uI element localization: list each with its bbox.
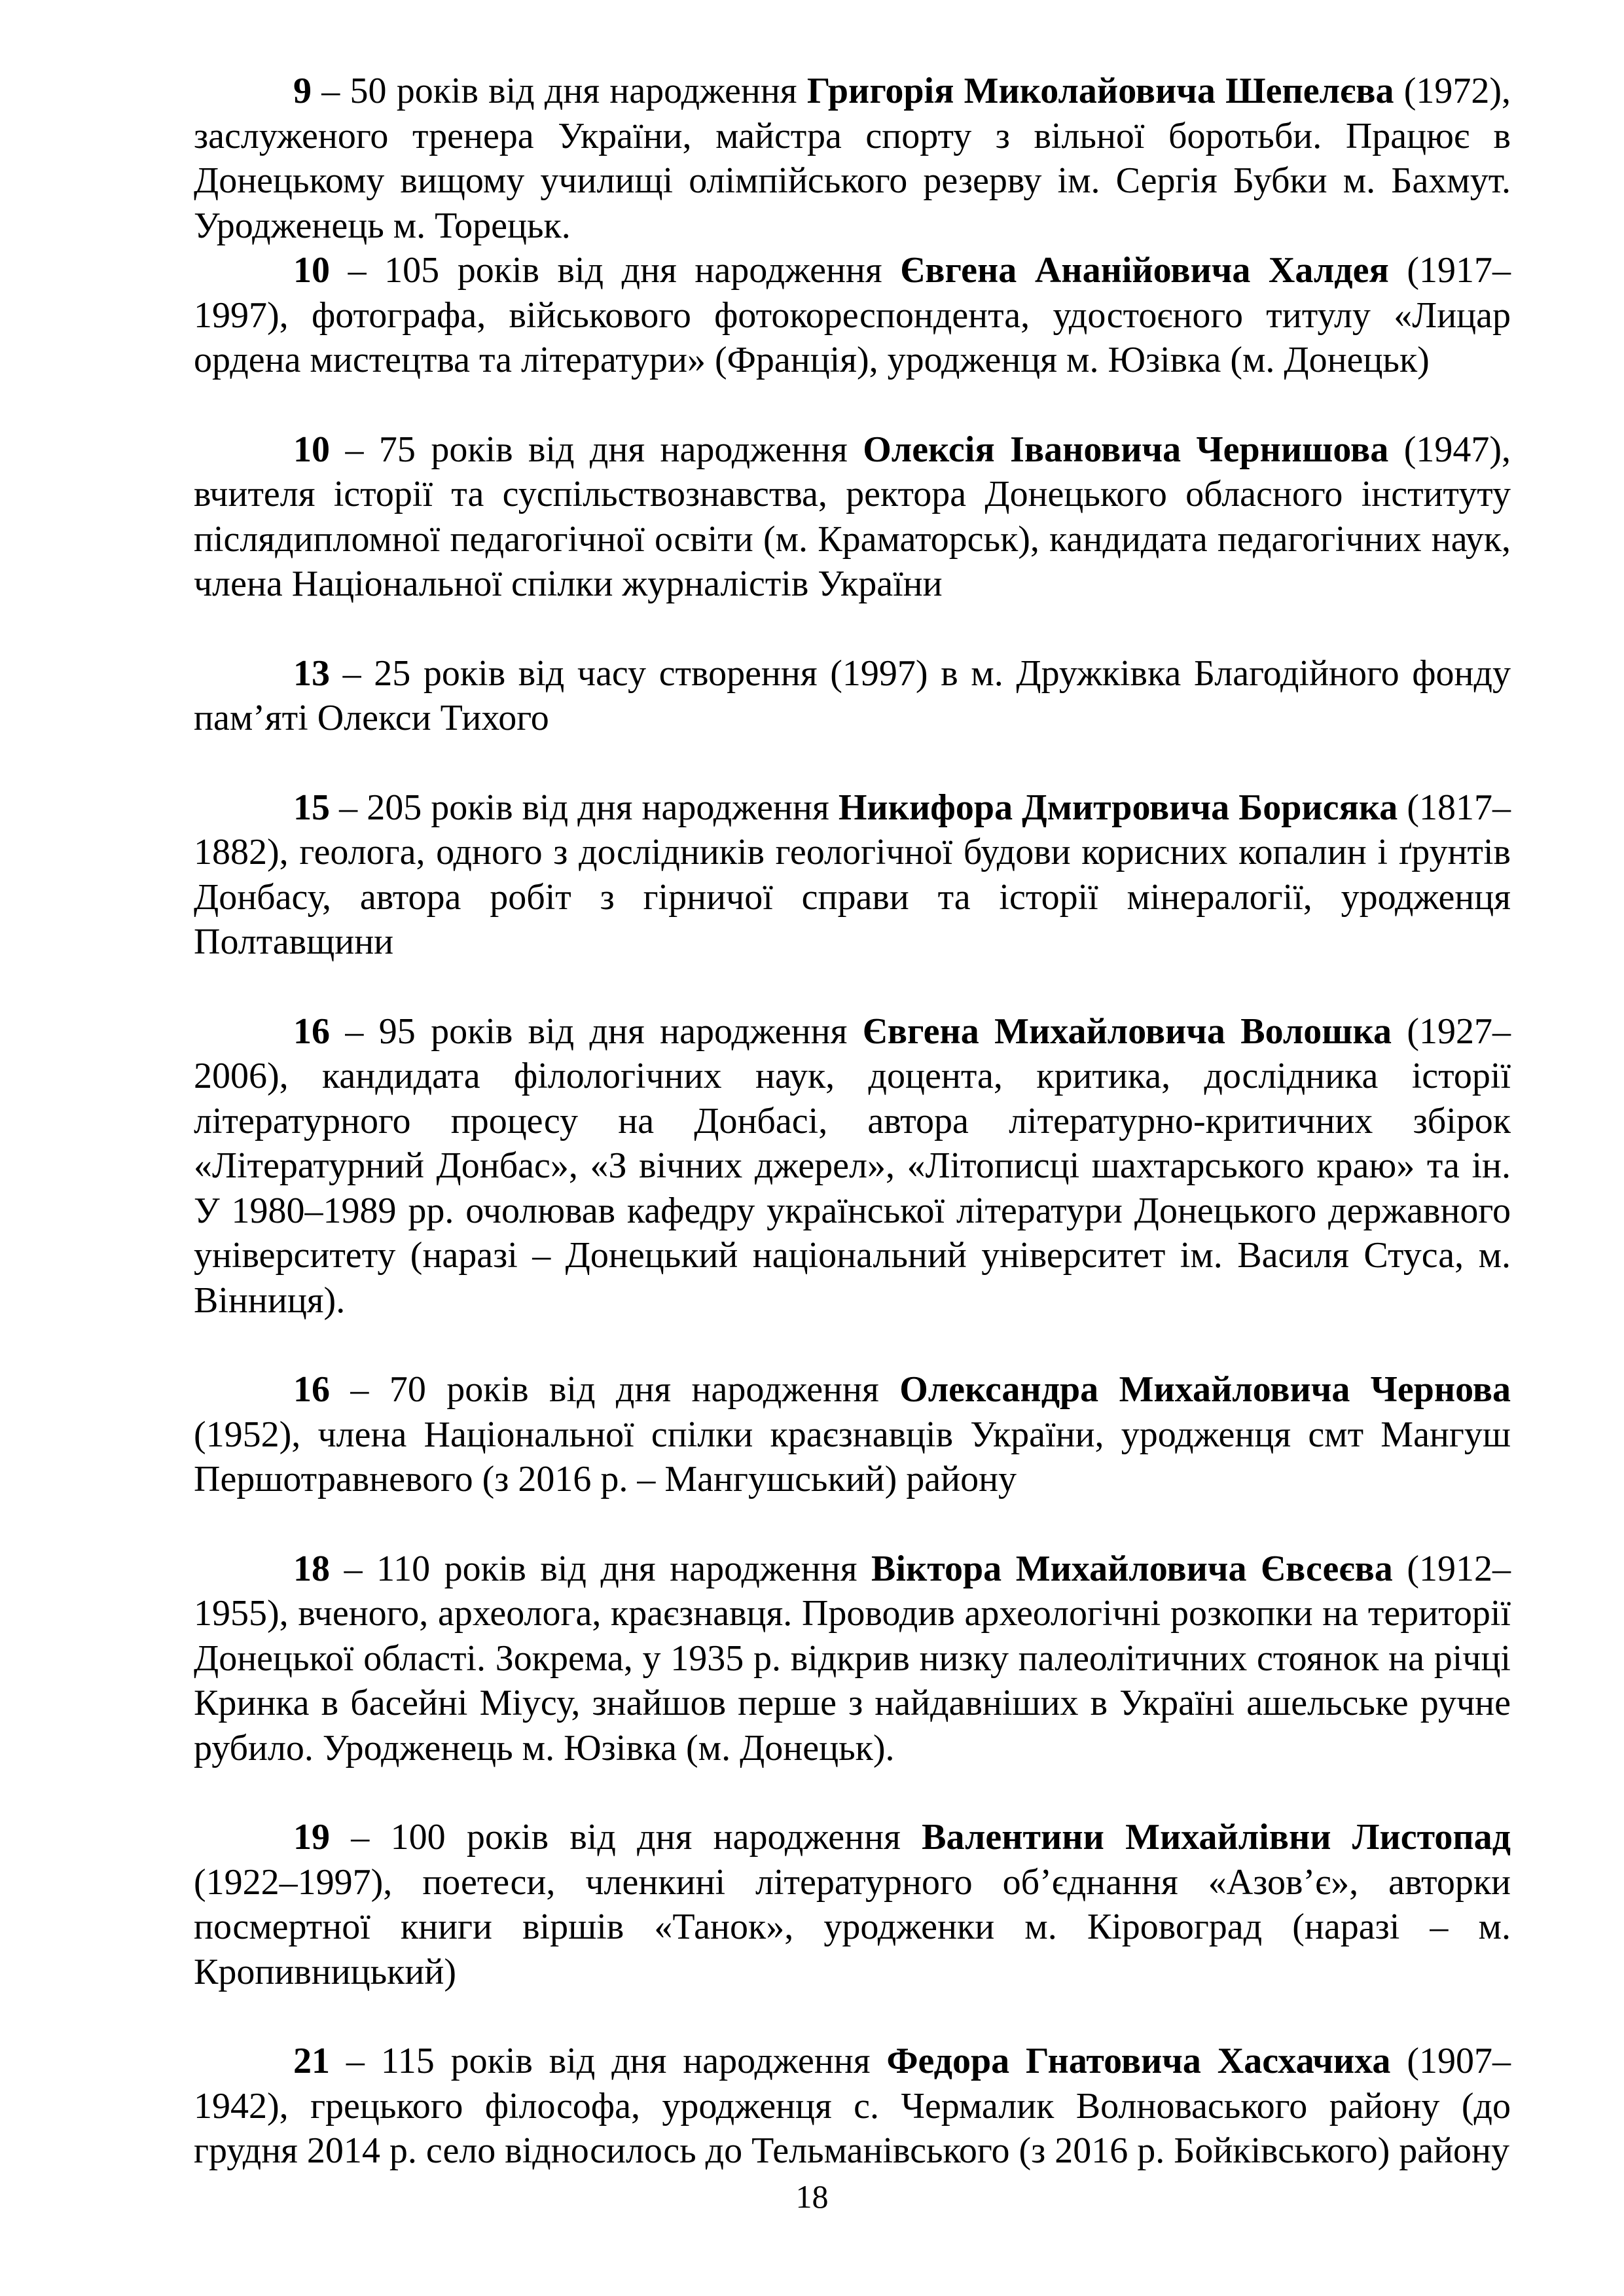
- calendar-entry: [194, 1367, 1511, 1502]
- entry-day: 9: [293, 71, 312, 111]
- entry-person-name: Григорія Миколайовича Шепелєва: [806, 71, 1394, 111]
- entry-intro: – 25 років від часу створення (1997) в м. Дружківка Благодійного фонду пам’яті Олекси Тихого: [194, 653, 1511, 738]
- entry-intro: – 205 років від дня народження: [330, 787, 839, 828]
- entry-day: 19: [293, 1817, 330, 1857]
- entry-intro: – 70 років від дня народження: [330, 1369, 900, 1410]
- calendar-entry: [194, 785, 1511, 965]
- entry-day: 13: [293, 653, 330, 694]
- entry-intro: – 105 років від дня народження: [330, 250, 901, 291]
- entry-intro: – 75 років від дня народження: [330, 429, 863, 470]
- entry-person-name: Євгена Ананійовича Халдея: [900, 250, 1389, 291]
- entry-day: 16: [293, 1369, 330, 1410]
- entry-description: (1917–1997), фотографа, військового фотокореспондента, удостоєного титулу «Лицар ордена мистецтва та літератури» (Франція), уродженця м. Юзівка (м. Донецьк): [194, 250, 1511, 380]
- entry-day: 10: [293, 429, 330, 470]
- entry-day: 15: [293, 787, 330, 828]
- entry-description: (1952), члена Національної спілки краєзнавців України, уродженця смт Мангуш Першотравневого (з 2016 р. – Мангушський) району: [194, 1414, 1511, 1499]
- entry-description: (1972), заслуженого тренера України, майстра спорту з вільної боротьби. Працює в Донецькому вищому училищі олімпійського резерву ім. Сергія Бубки м. Бахмут. Уродженець м. Торецьк.: [194, 71, 1511, 246]
- calendar-entry: [194, 1547, 1511, 1771]
- entry-person-name: Євгена Михайловича Волошка: [862, 1011, 1392, 1052]
- entry-intro: – 100 років від дня народження: [330, 1817, 922, 1857]
- calendar-entry: [194, 1815, 1511, 1994]
- entry-person-name: Никифора Дмитровича Борисяка: [838, 787, 1398, 828]
- calendar-entry: [194, 69, 1511, 248]
- calendar-entry: [194, 2039, 1511, 2174]
- entry-description: (1907–1942), грецького філософа, уродженця с. Чермалик Волноваського району (до грудня 2014 р. село відносилось до Тельманівського (з 2016 р. Бойківського) району: [194, 2041, 1511, 2171]
- calendar-entry: [194, 248, 1511, 383]
- entry-intro: – 95 років від дня народження: [330, 1011, 863, 1052]
- entry-person-name: Валентини Михайлівни Листопад: [922, 1817, 1511, 1857]
- calendar-entry: [194, 651, 1511, 741]
- page-content: [194, 69, 1511, 2174]
- entry-day: 21: [293, 2041, 330, 2081]
- entry-intro: – 115 років від дня народження: [330, 2041, 887, 2081]
- entry-description: (1817–1882), геолога, одного з дослідників геологічної будови корисних копалин і ґрунтів Донбасу, автора робіт з гірничої справи та історії мінералогії, уродженця Полтавщини: [194, 787, 1511, 962]
- entry-person-name: Віктора Михайловича Євсеєва: [871, 1548, 1393, 1589]
- entry-description: (1927–2006), кандидата філологічних наук, доцента, критика, дослідника історії літературного процесу на Донбасі, автора літературно-критичних збірок «Літературний Донбас», «З вічних джерел», «Літописці шахтарського краю» та ін. У 1980–1989 рр. очолював кафедру української літератури Донецького державного університету (наразі – Донецький національний університет ім. Василя Стуса, м. Вінниця).: [194, 1011, 1511, 1321]
- entry-person-name: Олександра Михайловича Чернова: [899, 1369, 1511, 1410]
- entry-day: 16: [293, 1011, 330, 1052]
- entry-person-name: Федора Гнатовича Хасхачиха: [886, 2041, 1391, 2081]
- entry-person-name: Олексія Івановича Чернишова: [863, 429, 1389, 470]
- entry-description: (1947), вчителя історії та суспільствознавства, ректора Донецького обласного інституту післядипломної педагогічної освіти (м. Краматорськ), кандидата педагогічних наук, члена Національної спілки журналістів України: [194, 429, 1511, 604]
- entry-intro: – 50 років від дня народження: [312, 71, 807, 111]
- page-number: 18: [795, 2178, 829, 2215]
- entry-description: (1912–1955), вченого, археолога, краєзнавця. Проводив археологічні розкопки на території Донецької області. Зокрема, у 1935 р. відкрив низку палеолітичних стоянок на річці Кринка в басейні Міусу, знайшов перше з найдавніших в Україні ашельське ручне рубило. Уродженець м. Юзівка (м. Донецьк).: [194, 1548, 1511, 1768]
- entry-intro: – 110 років від дня народження: [330, 1548, 872, 1589]
- entry-day: 10: [293, 250, 330, 291]
- entry-day: 18: [293, 1548, 330, 1589]
- calendar-entry: [194, 1009, 1511, 1323]
- calendar-entry: [194, 427, 1511, 607]
- entry-description: (1922–1997), поетеси, членкині літературного об’єднання «Азов’є», авторки посмертної книги віршів «Танок», уродженки м. Кіровоград (наразі – м. Кропивницький): [194, 1861, 1511, 1992]
